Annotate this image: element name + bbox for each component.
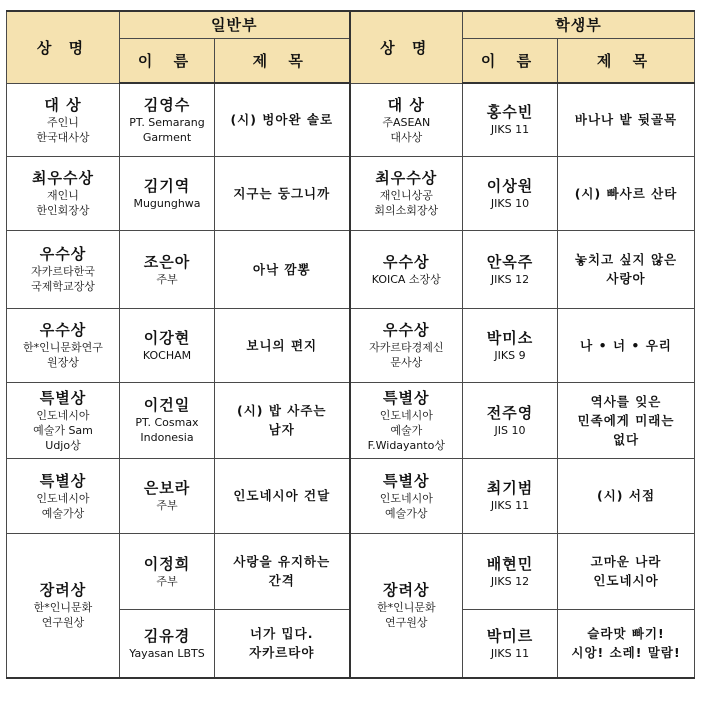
student-award-cell [350, 308, 463, 382]
student-title-cell [558, 156, 695, 230]
general-winner-name: 김기역 [143, 176, 191, 195]
student-winner-affiliation: JIKS 10 [490, 196, 530, 210]
general-award-sponsor: 한*인니문화 연구원상 [33, 601, 93, 630]
general-work-title: 인도네시아 건달 [233, 488, 331, 503]
general-winner-affiliation: 주부 [156, 574, 178, 588]
student-name-cell [463, 308, 558, 382]
general-award-name: 대 상 [44, 95, 82, 114]
awards-table-body [7, 83, 695, 678]
awards-table [6, 10, 695, 679]
general-winner-affiliation: KOCHAM [142, 348, 192, 362]
general-winner-affiliation: Yayasan LBTS [129, 646, 205, 660]
student-award-name: 최우수상 [375, 169, 438, 187]
general-winner-name: 은보라 [143, 479, 191, 497]
general-award-sponsor: 인도네시아 예술가상 [36, 491, 90, 520]
general-award-name: 우수상 [39, 321, 87, 339]
student-award-cell [350, 382, 463, 458]
student-winner-name: 배현민 [486, 554, 534, 573]
general-title-cell [215, 533, 350, 609]
student-title-cell [558, 458, 695, 533]
general-title-cell [215, 609, 350, 678]
student-name-cell [463, 230, 558, 308]
general-winner-name: 조은아 [143, 252, 191, 271]
student-name-cell [463, 156, 558, 230]
header-general-title: 제 목 [215, 38, 350, 83]
student-work-title: 놓치고 싶지 않은 사랑아 [574, 252, 678, 286]
student-award-cell [350, 156, 463, 230]
student-award-sponsor: KOICA 소장상 [371, 272, 441, 286]
general-award-cell [7, 382, 120, 458]
student-winner-affiliation: JIKS 11 [490, 499, 530, 512]
general-award-cell [7, 230, 120, 308]
general-encouragement-award-cell [7, 533, 120, 678]
general-name-cell [120, 83, 215, 156]
general-winner-affiliation: Mugunghwa [133, 196, 201, 210]
header-award-student: 상 명 [350, 11, 463, 83]
general-name-cell [120, 609, 215, 678]
student-name-cell [463, 458, 558, 533]
student-winner-name: 안옥주 [486, 252, 534, 271]
student-work-title: (시) 빠사르 산타 [574, 185, 678, 201]
general-winner-name: 김영수 [143, 95, 191, 114]
student-award-name: 대 상 [387, 95, 425, 114]
student-winner-name: 최기범 [486, 479, 534, 497]
general-work-title: 사랑을 유지하는 간격 [233, 554, 331, 588]
student-winner-affiliation: JIKS 11 [490, 646, 530, 660]
table-row [7, 533, 695, 609]
general-name-cell [120, 230, 215, 308]
general-winner-name: 이강현 [143, 328, 191, 347]
student-award-sponsor: 한*인니문화 연구원상 [376, 601, 436, 630]
table-row [7, 308, 695, 382]
general-award-name: 특별상 [39, 388, 87, 407]
general-work-title: 지구는 둥그니까 [233, 185, 331, 201]
student-winner-affiliation: JIKS 11 [490, 123, 530, 137]
student-work-title: 역사를 잊은 민족에게 미래는 없다 [577, 393, 675, 447]
student-winner-name: 이상원 [486, 176, 534, 195]
student-title-cell [558, 230, 695, 308]
general-name-cell [120, 382, 215, 458]
general-award-name: 우수상 [39, 245, 87, 263]
student-name-cell [463, 533, 558, 609]
general-award-sponsor: 주인니 한국대사상 [36, 115, 90, 144]
student-winner-affiliation: JIKS 12 [490, 574, 530, 588]
header-award-general: 상 명 [7, 11, 120, 83]
general-award-cell [7, 308, 120, 382]
table-row [7, 156, 695, 230]
student-name-cell [463, 382, 558, 458]
student-award-sponsor: 자카르타경제신 문사상 [369, 341, 444, 369]
student-winner-name: 박미르 [486, 626, 534, 645]
student-title-cell [558, 533, 695, 609]
general-award-sponsor: 재인니 한인회장상 [36, 189, 90, 217]
student-title-cell [558, 382, 695, 458]
general-winner-affiliation: 주부 [156, 499, 178, 512]
student-award-sponsor: 주ASEAN 대사상 [382, 115, 431, 144]
student-work-title: 슬라맛 빠기! 시앙! 소레! 말람! [571, 626, 681, 661]
header-student-title: 제 목 [558, 38, 695, 83]
general-award-cell [7, 458, 120, 533]
header-student-group: 학생부 [463, 11, 695, 38]
student-award-sponsor: 인도네시아 예술가 F.Widayanto상 [367, 408, 445, 452]
student-award-name: 특별상 [383, 471, 430, 490]
general-award-sponsor: 인도네시아 예술가 Sam Udjo상 [33, 408, 93, 452]
general-award-cell [7, 83, 120, 156]
student-title-cell [558, 308, 695, 382]
general-name-cell [120, 458, 215, 533]
header-general-group: 일반부 [120, 11, 350, 38]
student-name-cell [463, 609, 558, 678]
student-work-title: (시) 서점 [597, 488, 656, 503]
general-award-sponsor: 자카르타한국 국제학교장상 [31, 265, 95, 293]
general-work-title: 보니의 편지 [246, 337, 318, 353]
student-work-title: 고마운 나라 인도네시아 [590, 554, 662, 588]
student-award-cell [350, 458, 463, 533]
general-winner-name: 김유경 [143, 626, 191, 645]
student-winner-name: 전주영 [486, 403, 534, 422]
student-award-name: 우수상 [383, 321, 430, 339]
general-winner-name: 이건일 [143, 396, 191, 414]
student-award-name: 특별상 [383, 388, 430, 407]
general-winner-name: 이정희 [143, 554, 191, 573]
awards-table-container [6, 10, 695, 679]
general-winner-affiliation: 주부 [156, 272, 178, 286]
student-title-cell [558, 83, 695, 156]
general-award-cell [7, 156, 120, 230]
general-award-name: 특별상 [39, 471, 87, 490]
table-row [7, 458, 695, 533]
general-work-title: (시) 벙아완 솔로 [230, 112, 334, 128]
student-award-name: 장려상 [383, 581, 430, 600]
student-title-cell [558, 609, 695, 678]
general-title-cell [215, 458, 350, 533]
student-winner-affiliation: JIKS 12 [490, 272, 530, 286]
general-work-title: 아낙 깜뽕 [252, 261, 311, 277]
general-winner-affiliation: PT. Semarang Garment [129, 115, 205, 144]
general-award-sponsor: 한*인니문화연구 원장상 [23, 341, 103, 369]
general-title-cell [215, 83, 350, 156]
student-encouragement-award-cell [350, 533, 463, 678]
table-row [7, 83, 695, 156]
student-winner-affiliation: JIS 10 [494, 423, 526, 437]
general-award-name: 최우수상 [32, 169, 94, 187]
student-winner-affiliation: JIKS 9 [494, 348, 526, 362]
table-row [7, 230, 695, 308]
general-award-name: 장려상 [39, 581, 87, 600]
student-name-cell [463, 83, 558, 156]
header-student-name: 이 름 [463, 38, 558, 83]
student-work-title: 나 • 너 • 우리 [580, 337, 672, 353]
student-award-cell [350, 230, 463, 308]
header-general-name: 이 름 [120, 38, 215, 83]
student-winner-name: 박미소 [486, 328, 534, 347]
general-name-cell [120, 308, 215, 382]
student-award-cell [350, 83, 463, 156]
general-title-cell [215, 382, 350, 458]
student-award-name: 우수상 [383, 252, 430, 271]
student-award-sponsor: 재인니상공 회의소회장상 [374, 189, 439, 217]
general-work-title: (시) 밥 사주는 남자 [237, 403, 327, 437]
general-winner-affiliation: PT. Cosmax Indonesia [135, 416, 199, 444]
student-work-title: 바나나 밭 뒷골목 [574, 112, 678, 128]
general-name-cell [120, 533, 215, 609]
general-title-cell [215, 308, 350, 382]
table-row [7, 382, 695, 458]
general-title-cell [215, 230, 350, 308]
general-name-cell [120, 156, 215, 230]
student-award-sponsor: 인도네시아 예술가상 [379, 491, 433, 520]
student-winner-name: 홍수빈 [486, 103, 534, 122]
general-title-cell [215, 156, 350, 230]
general-work-title: 너가 밉다. 자카르타야 [249, 626, 315, 661]
